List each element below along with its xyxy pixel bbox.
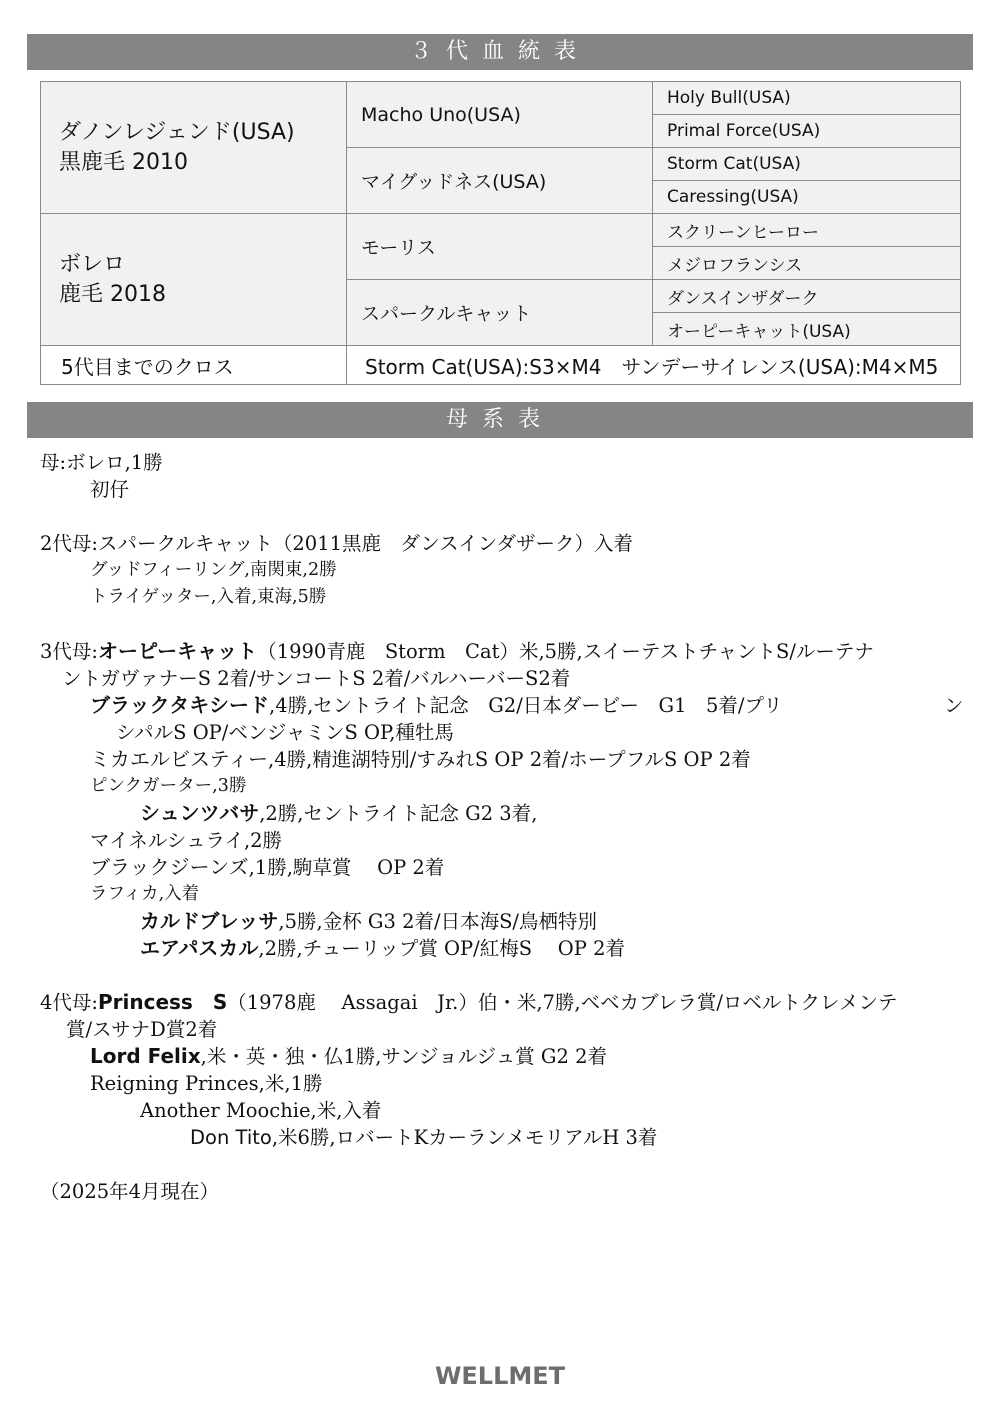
gen3-ancestor: オーピーキャット(USA) xyxy=(653,313,961,346)
cross-label: 5代目までのクロス xyxy=(41,346,347,385)
dam-line: 母:ボレロ,1勝 xyxy=(40,451,163,474)
gen3-ancestor: Storm Cat(USA) xyxy=(653,148,961,181)
dam-line: Another Moochie,米,入着 xyxy=(140,1099,382,1122)
dam-sire: モーリス xyxy=(347,214,653,280)
as-of-date: （2025年4月現在） xyxy=(40,1180,220,1203)
dam-line: ピンクガーター,3勝 xyxy=(90,776,247,796)
dam-line xyxy=(40,935,970,962)
horse-record: ,5勝,金杯 G3 2着/日本海S/鳥栖特別 xyxy=(278,910,597,933)
horse-record: ,米6勝,ロバートKカーランメモリアルH 3着 xyxy=(271,1126,658,1149)
dam-line: トライゲッター,入着,東海,5勝 xyxy=(90,587,327,607)
dam-line: ントガヴァナーS 2着/サンコートS 2着/バルハーバーS2着 xyxy=(62,667,571,690)
dam-line xyxy=(40,854,970,881)
horse-record: （1990青鹿 Storm Cat）米,5勝,スイーテストチャントS/ルーテナ xyxy=(257,640,874,663)
dam-line xyxy=(40,800,970,827)
horse-record: ,4勝,セントライト記念 G2/日本ダービー G1 5着/プリ xyxy=(269,694,783,717)
dam-line: グッドフィーリング,南関東,2勝 xyxy=(90,560,337,580)
dam-name: ボレロ xyxy=(59,251,126,277)
horse-name: カルドブレッサ xyxy=(140,909,279,933)
dam-line xyxy=(40,989,970,1016)
dam-cell xyxy=(41,214,347,346)
cross-value: Storm Cat(USA):S3×M4 サンデーサイレンス(USA):M4×M5 xyxy=(347,346,961,385)
horse-name: オーピーキャット xyxy=(97,639,258,663)
dam-info: 鹿毛 2018 xyxy=(59,281,166,307)
dam-line-text xyxy=(40,449,970,1205)
gen3-ancestor: ダンスインザダーク xyxy=(653,280,961,313)
sire-cell xyxy=(41,82,347,214)
gen3-ancestor: Caressing(USA) xyxy=(653,181,961,214)
horse-name: ミカエルビスティー xyxy=(90,747,268,771)
horse-name: エアパスカル xyxy=(140,936,259,960)
gen3-ancestor: スクリーンヒーロー xyxy=(653,214,961,247)
pedigree-table xyxy=(40,81,961,385)
dam-line xyxy=(40,908,970,935)
dam-line: 2代母:スパークルキャット（2011黒鹿 ダンスインダザーク）入着 xyxy=(40,532,633,555)
sire-info: 黒鹿毛 2010 xyxy=(59,149,188,175)
sire-name: ダノンレジェンド(USA) xyxy=(59,119,295,145)
dam-line: Reigning Princes,米,1勝 xyxy=(90,1072,323,1095)
horse-record: ,2勝,セントライト記念 G2 3着, xyxy=(259,802,538,825)
horse-name: Don Tito xyxy=(190,1126,272,1149)
sire-sire: Macho Uno(USA) xyxy=(347,82,653,148)
dam-line: 初仔 xyxy=(90,478,130,501)
dam-line: シパルS OP/ベンジャミンS OP,種牡馬 xyxy=(116,721,454,744)
horse-record: ,4勝,精進湖特別/すみれS OP 2着/ホープフルS OP 2着 xyxy=(268,748,751,771)
dam-line xyxy=(40,692,970,719)
horse-record: ,2勝,チューリップ賞 OP/紅梅S OP 2着 xyxy=(258,937,625,960)
dam-line xyxy=(40,638,970,665)
dam-line xyxy=(40,746,970,773)
dam-dam: スパークルキャット xyxy=(347,280,653,346)
dam-line: 賞/スサナD賞2着 xyxy=(66,1018,218,1041)
gen3-ancestor: Holy Bull(USA) xyxy=(653,82,961,115)
horse-record: ン xyxy=(944,694,964,717)
dam-line-header: 母系表 xyxy=(27,402,973,438)
dam-line: ラフィカ,入着 xyxy=(90,884,200,904)
dam-line xyxy=(40,1124,970,1151)
sire-dam: マイグッドネス(USA) xyxy=(347,148,653,214)
pedigree-header: ３代血統表 xyxy=(27,34,973,70)
dam-prefix: 4代母: xyxy=(40,991,98,1014)
gen3-ancestor: メジロフランシス xyxy=(653,247,961,280)
horse-name: Princess S xyxy=(97,990,228,1014)
horse-record: （1978鹿 Assagai Jr.）伯・米,7勝,ベベカブレラ賞/ロベルトクレメンテ xyxy=(227,991,898,1014)
horse-record: ,米・英・独・仏1勝,サンジョルジュ賞 G2 2着 xyxy=(200,1045,608,1068)
horse-name: ブラックタキシード xyxy=(90,693,269,717)
gen3-ancestor: Primal Force(USA) xyxy=(653,115,961,148)
dam-prefix: 3代母: xyxy=(40,640,98,663)
horse-name: ブラックジーンズ xyxy=(90,855,249,879)
horse-name: シュンツバサ xyxy=(140,801,260,825)
dam-line: マイネルシュライ,2勝 xyxy=(90,829,283,852)
horse-record: ,1勝,駒草賞 OP 2着 xyxy=(248,856,445,879)
horse-name: Lord Felix xyxy=(90,1044,201,1068)
wellmet-logo: WELLMET xyxy=(434,1362,566,1390)
dam-line xyxy=(40,1043,970,1070)
